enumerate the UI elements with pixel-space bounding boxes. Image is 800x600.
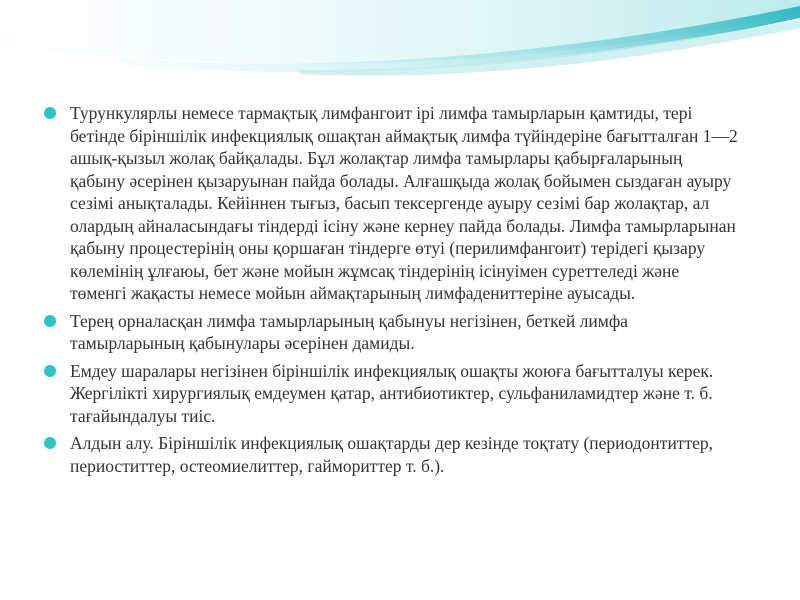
- bullet-list: [40, 102, 740, 482]
- bullet-dot-icon: [44, 315, 56, 327]
- bullet-text: Турункулярлы немесе тармақтық лимфангоит ірі лимфа тамырларын қамтиды, тері бетінде біріншілік инфекциялық ошақтан аймақтық лимфа түйіндеріне бағытталған 1—2 ашық-қызыл жолақ байқалады. Бұл жолақтар лимфа тамырлары қабырғаларының қабыну әсерінен қызаруынан пайда болады. Алғашқыда жолақ бойымен сыздаған ауыру сезімі анықталады. Кейіннен тығыз, басып тексергенде ауыру сезімі бар жолақтар, ал олардың айналасындағы тіндерді ісіну және кернеу пайда болады. Лимфа тамырларынан қабыну процестерінің оны қоршаған тіндерге өтуі (перилимфангоит) терідегі қызару көлемінің ұлғаюы, бет және мойын жұмсақ тіндерінің ісінуімен суреттеледі және төменгі жақасты немесе мойын аймақтарының лимфадениттеріне ауысады.: [70, 103, 738, 303]
- bullet-text: Терең орналасқан лимфа тамырларының қабынуы негізінен, беткей лимфа тамырларының қабынулары әсерінен дамиды.: [70, 310, 628, 353]
- decorative-wave-header: [0, 0, 800, 100]
- bullet-text: Алдын алу. Біріншілік инфекциялық ошақтарды дер кезінде тоқтату (периодонтиттер, периоститтер, остеомиелиттер, гаймориттер т. б.).: [70, 433, 713, 476]
- bullet-item: [40, 310, 740, 355]
- bullet-dot-icon: [44, 437, 56, 449]
- bullet-item: [40, 360, 740, 428]
- bullet-item: [40, 432, 740, 477]
- bullet-item: [40, 102, 740, 305]
- bullet-dot-icon: [44, 365, 56, 377]
- bullet-dot-icon: [44, 107, 56, 119]
- bullet-text: Емдеу шаралары негізінен біріншілік инфекциялық ошақты жоюға бағытталуы керек. Жергілікті хирургиялық емдеумен қатар, антибиотиктер, сульфаниламидтер және т. б. тағайындалуы тиіс.: [70, 360, 714, 426]
